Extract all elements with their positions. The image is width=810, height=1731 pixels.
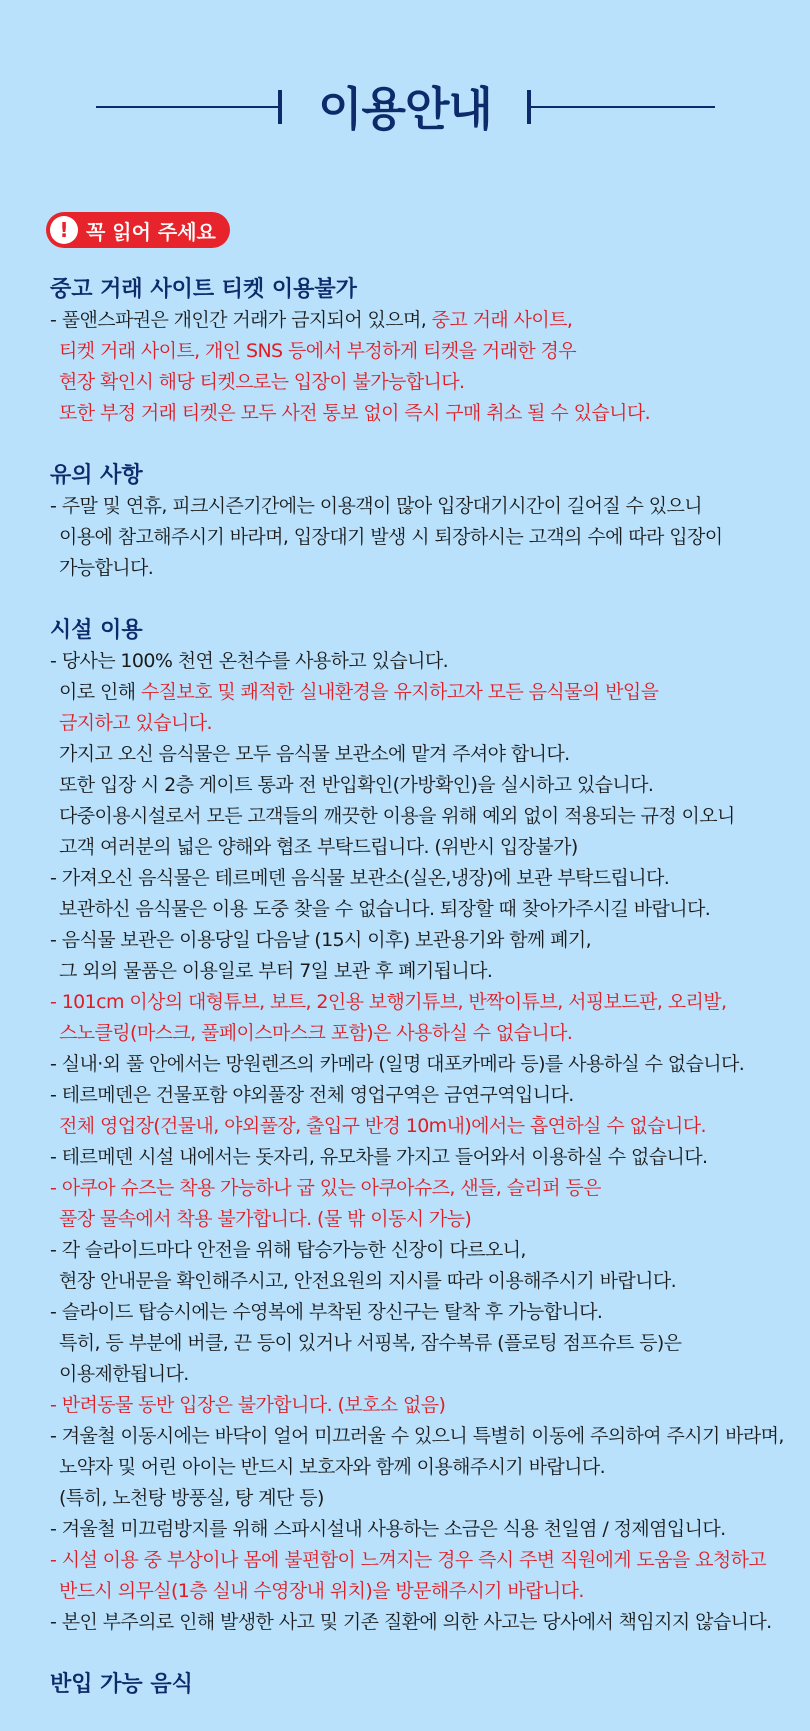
body-text: - 겨울철 미끄럼방지를 위해 스파시설내 사용하는 소금은 식용 천일염 / 정제염입니다. (50, 1518, 726, 1540)
body-text: 노약자 및 어린 아이는 반드시 보호자와 함께 이용해주시기 바랍니다. (59, 1456, 606, 1478)
emphasis-text: 또한 부정 거래 티켓은 모두 사전 통보 없이 즉시 구매 취소 될 수 있습니다. (59, 402, 651, 424)
body-text: 이용에 참고해주시기 바라며, 입장대기 발생 시 퇴장하시는 고객의 수에 따라 입장이 (59, 526, 723, 548)
notice-line (50, 553, 795, 584)
notice-content (50, 274, 795, 1731)
must-read-label: 꼭 읽어 주세요 (86, 219, 216, 244)
notice-line (50, 1018, 795, 1049)
notice-line (50, 1111, 795, 1142)
title-right-rule (530, 106, 715, 108)
notice-line (50, 1173, 795, 1204)
notice-line (50, 1545, 795, 1576)
emphasis-text: - 시설 이용 중 부상이나 몸에 불편함이 느껴지는 경우 즉시 주변 직원에게 도움을 요청하고 (50, 1549, 767, 1571)
section-heading: 시설 이용 (50, 618, 143, 643)
emphasis-text: 현장 확인시 해당 티켓으로는 입장이 불가능합니다. (59, 371, 465, 393)
emphasis-text: 수질보호 및 쾌적한 실내환경을 유지하고자 모든 음식물의 반입을 (140, 681, 659, 703)
body-text: - 실내·외 풀 안에서는 망원렌즈의 카메라 (일명 대포카메라 등)를 사용하실 수 없습니다. (50, 1053, 745, 1075)
body-text: 현장 안내문을 확인해주시고, 안전요원의 지시를 따라 이용해주시기 바랍니다. (59, 1270, 677, 1292)
title-left-tick (278, 90, 282, 124)
notice-line (50, 770, 795, 801)
section-heading: 반입 가능 음식 (50, 1672, 193, 1697)
section-heading: 유의 사항 (50, 463, 143, 488)
notice-section (50, 1669, 795, 1700)
emphasis-text: - 101cm 이상의 대형튜브, 보트, 2인용 보행기튜브, 반짝이튜브, 서핑보드판, 오리발, (50, 991, 727, 1013)
notice-line (50, 1421, 795, 1452)
notice-line (50, 677, 795, 708)
notice-line (50, 863, 795, 894)
must-read-badge (46, 212, 230, 248)
page-title: 이용안내 (318, 82, 492, 136)
notice-line (50, 1142, 795, 1173)
notice-line (50, 1452, 795, 1483)
body-text: 다중이용시설로서 모든 고객들의 깨끗한 이용을 위해 예외 없이 적용되는 규정 이오니 (59, 805, 735, 827)
body-text: 그 외의 물품은 이용일로 부터 7일 보관 후 폐기됩니다. (59, 960, 493, 982)
notice-section (50, 615, 795, 1638)
notice-line (50, 367, 795, 398)
notice-line (50, 925, 795, 956)
notice-line (50, 1576, 795, 1607)
notice-line (50, 1359, 795, 1390)
notice-line (50, 1514, 795, 1545)
notice-line (50, 708, 795, 739)
notice-line (50, 832, 795, 863)
notice-line (50, 1390, 795, 1421)
body-text: - 겨울철 이동시에는 바닥이 얼어 미끄러울 수 있으니 특별히 이동에 주의하여 주시기 바라며, (50, 1425, 784, 1447)
body-text: 이용제한됩니다. (59, 1363, 189, 1385)
emphasis-text: 티켓 거래 사이트, 개인 SNS 등에서 부정하게 티켓을 거래한 경우 (59, 340, 577, 362)
notice-line (50, 491, 795, 522)
notice-line (50, 1607, 795, 1638)
body-text: 가지고 오신 음식물은 모두 음식물 보관소에 맡겨 주셔야 합니다. (59, 743, 570, 765)
body-text: - 풀앤스파권은 개인간 거래가 금지되어 있으며, (50, 309, 432, 331)
body-text: 고객 여러분의 넓은 양해와 협조 부탁드립니다. (위반시 입장불가) (59, 836, 578, 858)
body-text: - 음식물 보관은 이용당일 다음날 (15시 이후) 보관용기와 함께 폐기, (50, 929, 592, 951)
emphasis-text: 스노클링(마스크, 풀페이스마스크 포함)은 사용하실 수 없습니다. (59, 1022, 573, 1044)
emphasis-text: - 반려동물 동반 입장은 불가합니다. (보호소 없음) (50, 1394, 446, 1416)
body-text: 가능합니다. (59, 557, 154, 579)
emphasis-text: 반드시 의무실(1층 실내 수영장내 위치)을 방문해주시기 바랍니다. (59, 1580, 584, 1602)
body-text: 또한 입장 시 2층 게이트 통과 전 반입확인(가방확인)을 실시하고 있습니다. (59, 774, 654, 796)
notice-line (50, 398, 795, 429)
notice-line (50, 956, 795, 987)
notice-line (50, 1483, 795, 1514)
notice-section (50, 460, 795, 584)
emphasis-text: - 아쿠아 슈즈는 착용 가능하나 굽 있는 아쿠아슈즈, 샌들, 슬리퍼 등은 (50, 1177, 601, 1199)
notice-section (50, 274, 795, 429)
notice-line (50, 739, 795, 770)
body-text: - 각 슬라이드마다 안전을 위해 탑승가능한 신장이 다르오니, (50, 1239, 526, 1261)
notice-line (50, 305, 795, 336)
title-row (0, 78, 810, 140)
notice-line (50, 1266, 795, 1297)
exclamation-icon: ! (50, 216, 78, 244)
notice-line (50, 1235, 795, 1266)
body-text: 이로 인해 (59, 681, 141, 703)
body-text: - 가져오신 음식물은 테르메덴 음식물 보관소(실온,냉장)에 보관 부탁드립니다. (50, 867, 670, 889)
notice-line (50, 801, 795, 832)
body-text: - 테르메덴은 건물포함 야외풀장 전체 영업구역은 금연구역입니다. (50, 1084, 574, 1106)
emphasis-text: 풀장 물속에서 착용 불가합니다. (물 밖 이동시 가능) (59, 1208, 472, 1230)
emphasis-text: 중고 거래 사이트, (431, 309, 573, 331)
notice-line (50, 987, 795, 1018)
notice-line (50, 1328, 795, 1359)
notice-line (50, 1049, 795, 1080)
notice-line (50, 1204, 795, 1235)
body-text: - 당사는 100% 천연 온천수를 사용하고 있습니다. (50, 650, 449, 672)
body-text: 보관하신 음식물은 이용 도중 찾을 수 없습니다. 퇴장할 때 찾아가주시길 바랍니다. (59, 898, 711, 920)
body-text: - 주말 및 연휴, 피크시즌기간에는 이용객이 많아 입장대기시간이 길어질 수 있으니 (50, 495, 702, 517)
body-text: 특히, 등 부분에 버클, 끈 등이 있거나 서핑복, 잠수복류 (플로팅 점프슈트 등)은 (59, 1332, 682, 1354)
title-left-rule (96, 106, 280, 108)
body-text: - 본인 부주의로 인해 발생한 사고 및 기존 질환에 의한 사고는 당사에서 책임지지 않습니다. (50, 1611, 772, 1633)
emphasis-text: 전체 영업장(건물내, 야외풀장, 출입구 반경 10m내)에서는 흡연하실 수 없습니다. (59, 1115, 706, 1137)
notice-line (50, 646, 795, 677)
notice-line (50, 336, 795, 367)
emphasis-text: 금지하고 있습니다. (59, 712, 212, 734)
section-heading: 중고 거래 사이트 티켓 이용불가 (50, 277, 357, 302)
notice-line (50, 1080, 795, 1111)
body-text: - 슬라이드 탑승시에는 수영복에 부착된 장신구는 탈착 후 가능합니다. (50, 1301, 603, 1323)
body-text: (특히, 노천탕 방풍실, 탕 계단 등) (59, 1487, 324, 1509)
body-text: - 테르메덴 시설 내에서는 돗자리, 유모차를 가지고 들어와서 이용하실 수 없습니다. (50, 1146, 708, 1168)
notice-line (50, 894, 795, 925)
notice-line (50, 1297, 795, 1328)
notice-line (50, 522, 795, 553)
